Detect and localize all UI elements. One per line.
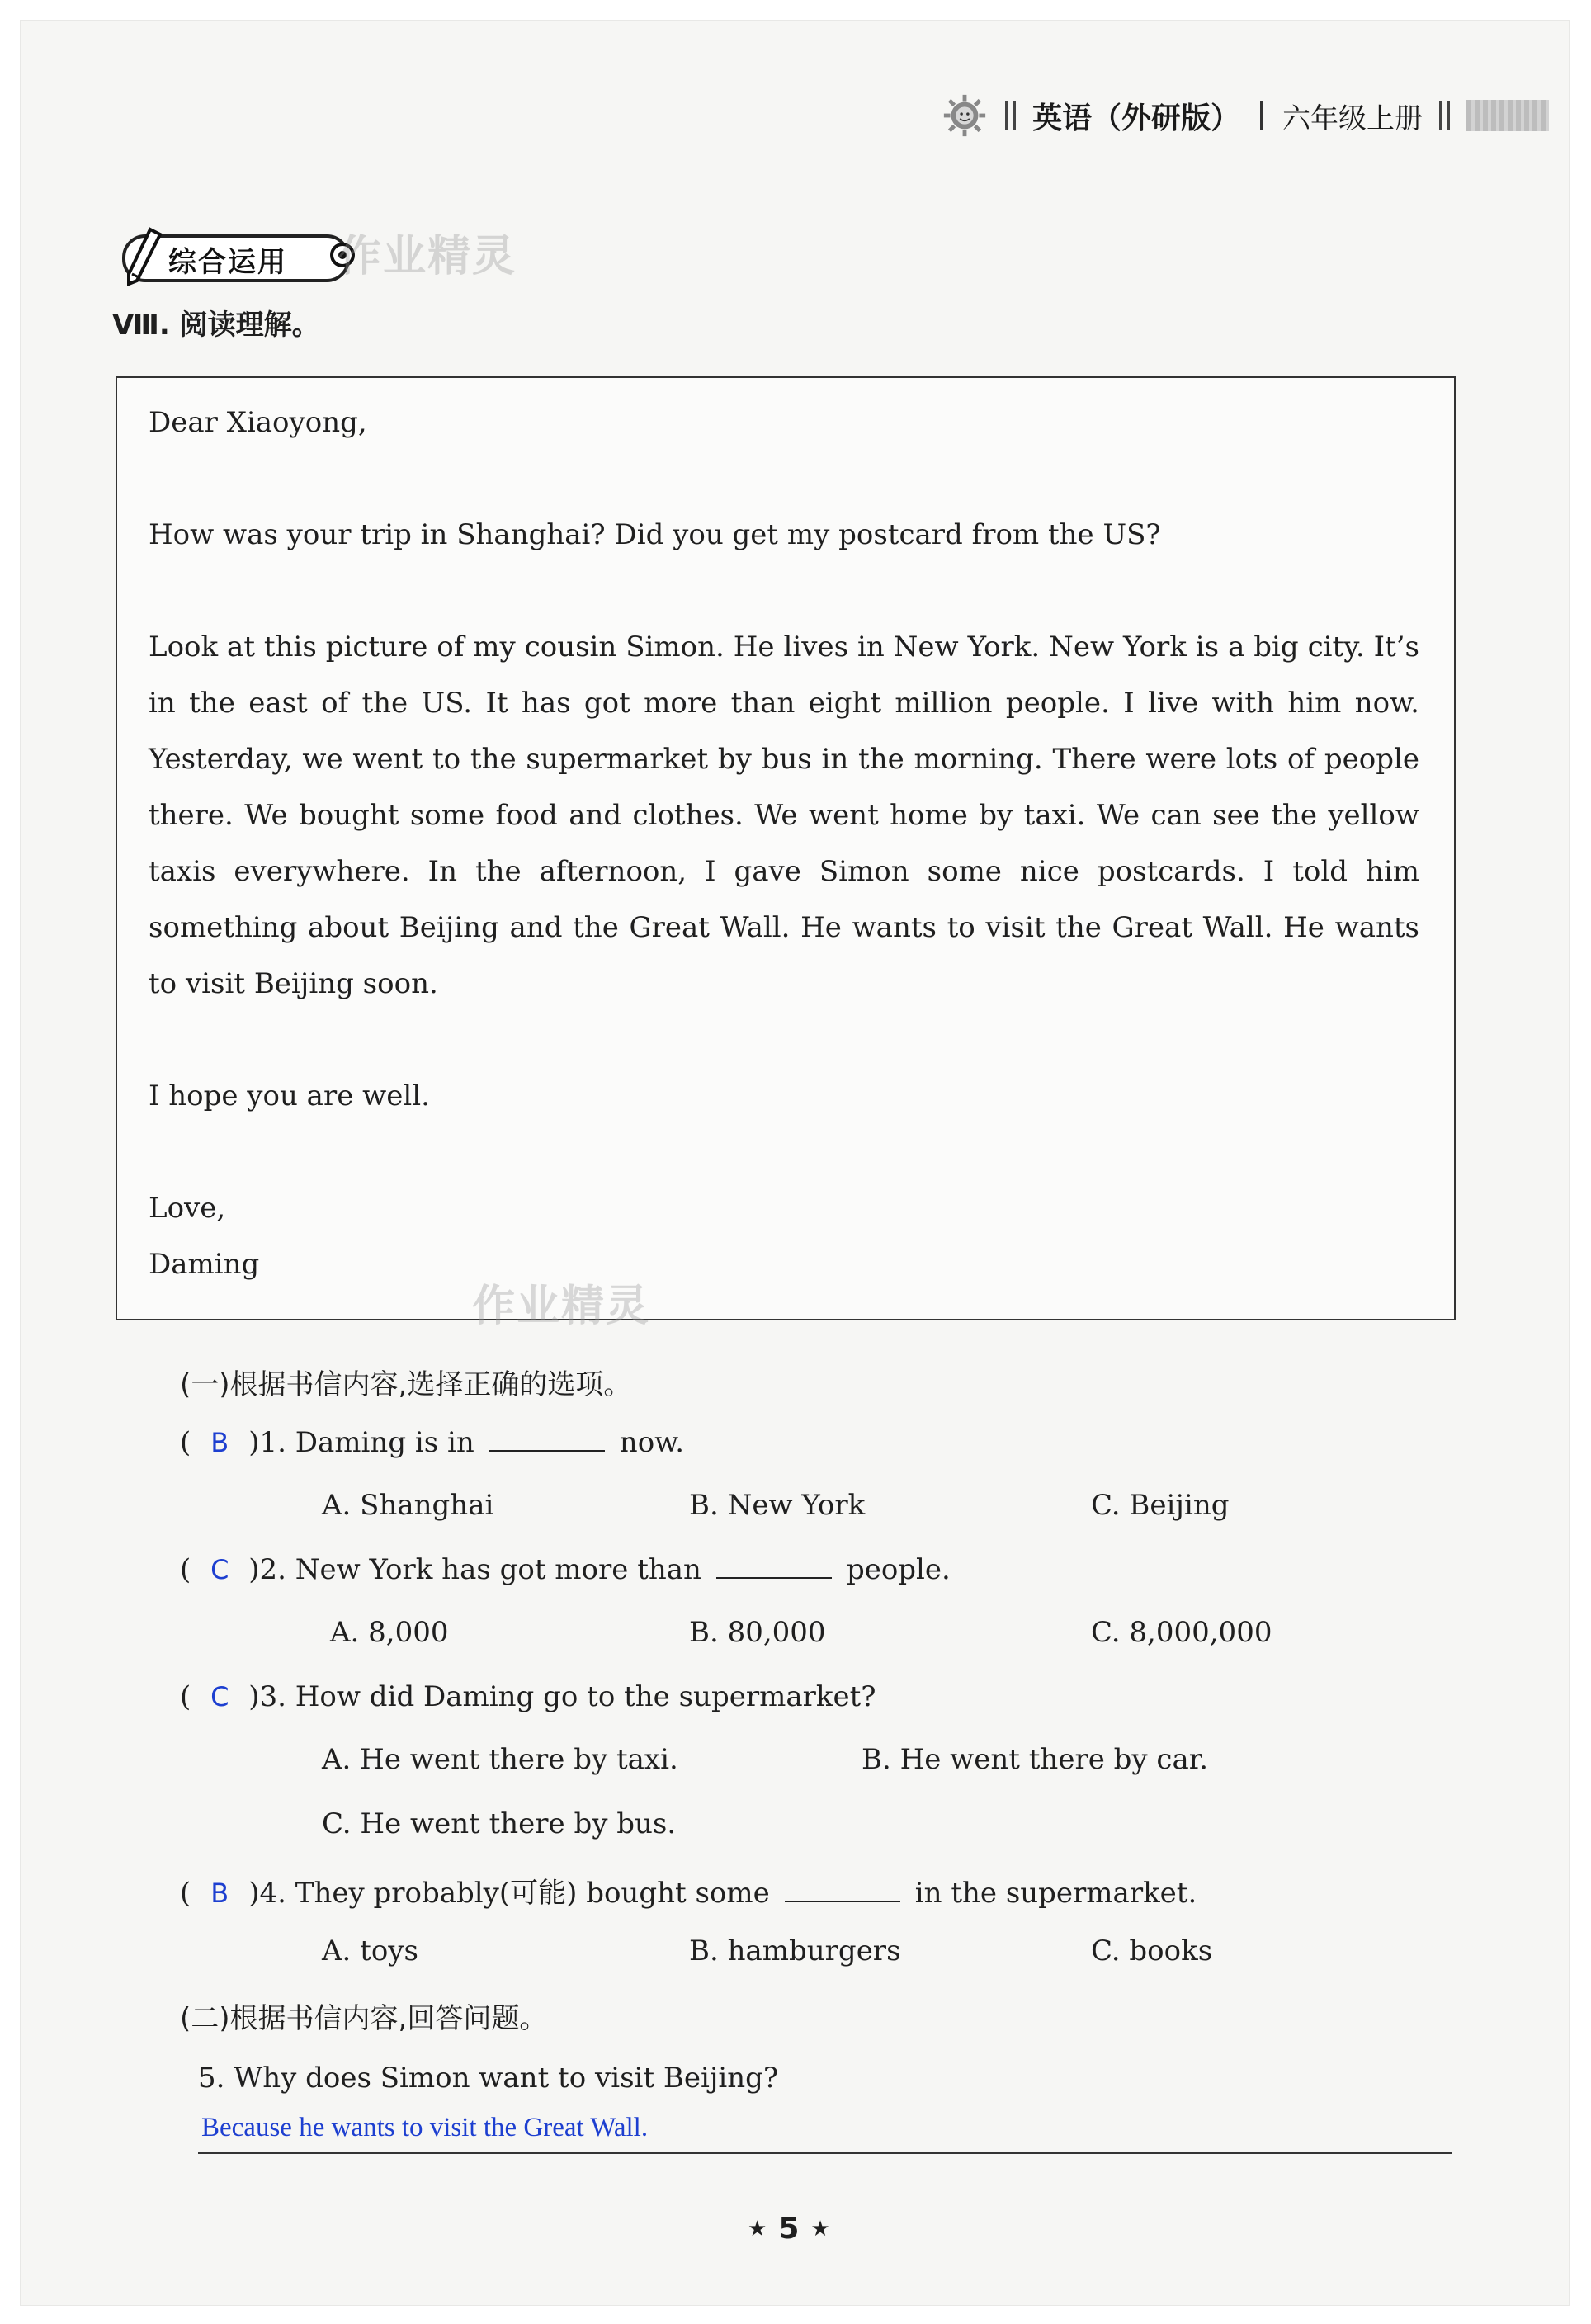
option-b: B. hamburgers (689, 1934, 901, 1967)
star-icon: ★ (810, 2216, 830, 2241)
option-c: C. He went there by bus. (322, 1807, 677, 1840)
question-5: 5. Why does Simon want to visit Beijing? (198, 2062, 779, 2095)
sun-gear-icon (941, 92, 989, 139)
option-c: C. books (1091, 1934, 1213, 1967)
answer-choice: B (210, 1427, 229, 1458)
option-b: B. New York (689, 1489, 866, 1522)
answer-blank[interactable] (785, 1879, 900, 1902)
header-decor-bar (1466, 100, 1549, 131)
question-stem-end: people. (846, 1553, 951, 1586)
option-b: B. 80,000 (689, 1616, 826, 1649)
answer-choice: C (210, 1681, 229, 1712)
watermark-middle: 作业精灵 (472, 1282, 651, 1331)
letter-paragraph-3: I hope you are well. (149, 1079, 430, 1112)
question-stem: )4. They probably(可能) bought some (248, 1877, 770, 1910)
star-icon: ★ (748, 2216, 767, 2241)
part1-instruction: (一)根据书信内容,选择正确的选项。 (180, 1368, 632, 1401)
banner-title: 综合运用 (168, 246, 287, 279)
letter-greeting: Dear Xiaoyong, (149, 406, 367, 439)
question-stem: )1. Daming is in (248, 1426, 474, 1459)
option-a: A. 8,000 (330, 1616, 449, 1649)
option-b: B. He went there by car. (862, 1743, 1209, 1776)
option-a: A. Shanghai (322, 1489, 494, 1522)
header-separator (1260, 101, 1263, 130)
answer-blank[interactable] (716, 1556, 832, 1579)
option-a: A. toys (322, 1934, 418, 1967)
section-banner (112, 231, 352, 281)
option-a: A. He went there by taxi. (322, 1743, 678, 1776)
watermark-top: 作业精灵 (338, 232, 517, 281)
book-title: 英语（外研版） (1032, 101, 1241, 135)
question-3: ( C )3. How did Daming go to the supermarket? (180, 1680, 876, 1713)
question-stem: )3. How did Daming go to the supermarket? (248, 1680, 876, 1713)
letter-box (116, 376, 1456, 1320)
part2-instruction: (二)根据书信内容,回答问题。 (180, 2002, 548, 2035)
letter-closing: Love, (149, 1192, 226, 1225)
book-grade: 六年级上册 (1282, 102, 1423, 135)
header-divider-right (1439, 101, 1450, 130)
question-4: ( B )4. They probably(可能) bought some in the supermarket. (180, 1877, 1197, 1910)
option-c: C. 8,000,000 (1091, 1616, 1272, 1649)
pencil-icon (117, 226, 167, 287)
letter-signature: Daming (149, 1248, 260, 1281)
section-heading: Ⅷ. 阅读理解。 (112, 309, 320, 342)
question-stem-end: now. (619, 1426, 685, 1459)
question-stem-end: in the supermarket. (914, 1877, 1197, 1910)
question-1: ( B )1. Daming is in now. (180, 1426, 685, 1459)
header-divider (1005, 101, 1016, 130)
option-c: C. Beijing (1091, 1489, 1230, 1522)
answer-blank[interactable] (489, 1429, 605, 1452)
letter-paragraph-2: Look at this picture of my cousin Simon. He lives in New York. New York is a big city. It’s in the east of the US. It has got more than eight million people. I live with him now. Yesterday, we went to the supermarket by bus in the morning. There were lots of people there. We bought some food and clothes. We went home by taxi. We can see the yellow taxis everywhere. In the afternoon, I gave Simon some nice postcards. I told him something about Beijing and the Great Wall. He wants to visit the Great Wall. He wants to visit Beijing soon. (149, 631, 1419, 1000)
answer-choice: B (210, 1878, 229, 1909)
running-header (941, 91, 1549, 140)
page-number: 5 (778, 2212, 800, 2246)
answer-text: Because he wants to visit the Great Wall. (201, 2113, 649, 2142)
answer-rule (198, 2152, 1452, 2154)
answer-choice: C (210, 1554, 229, 1585)
letter-paragraph-1: How was your trip in Shanghai? Did you get my postcard from the US? (149, 518, 1161, 551)
question-2: ( C )2. New York has got more than people. (180, 1553, 951, 1586)
page-footer (748, 2212, 830, 2246)
question-stem: )2. New York has got more than (248, 1553, 701, 1586)
